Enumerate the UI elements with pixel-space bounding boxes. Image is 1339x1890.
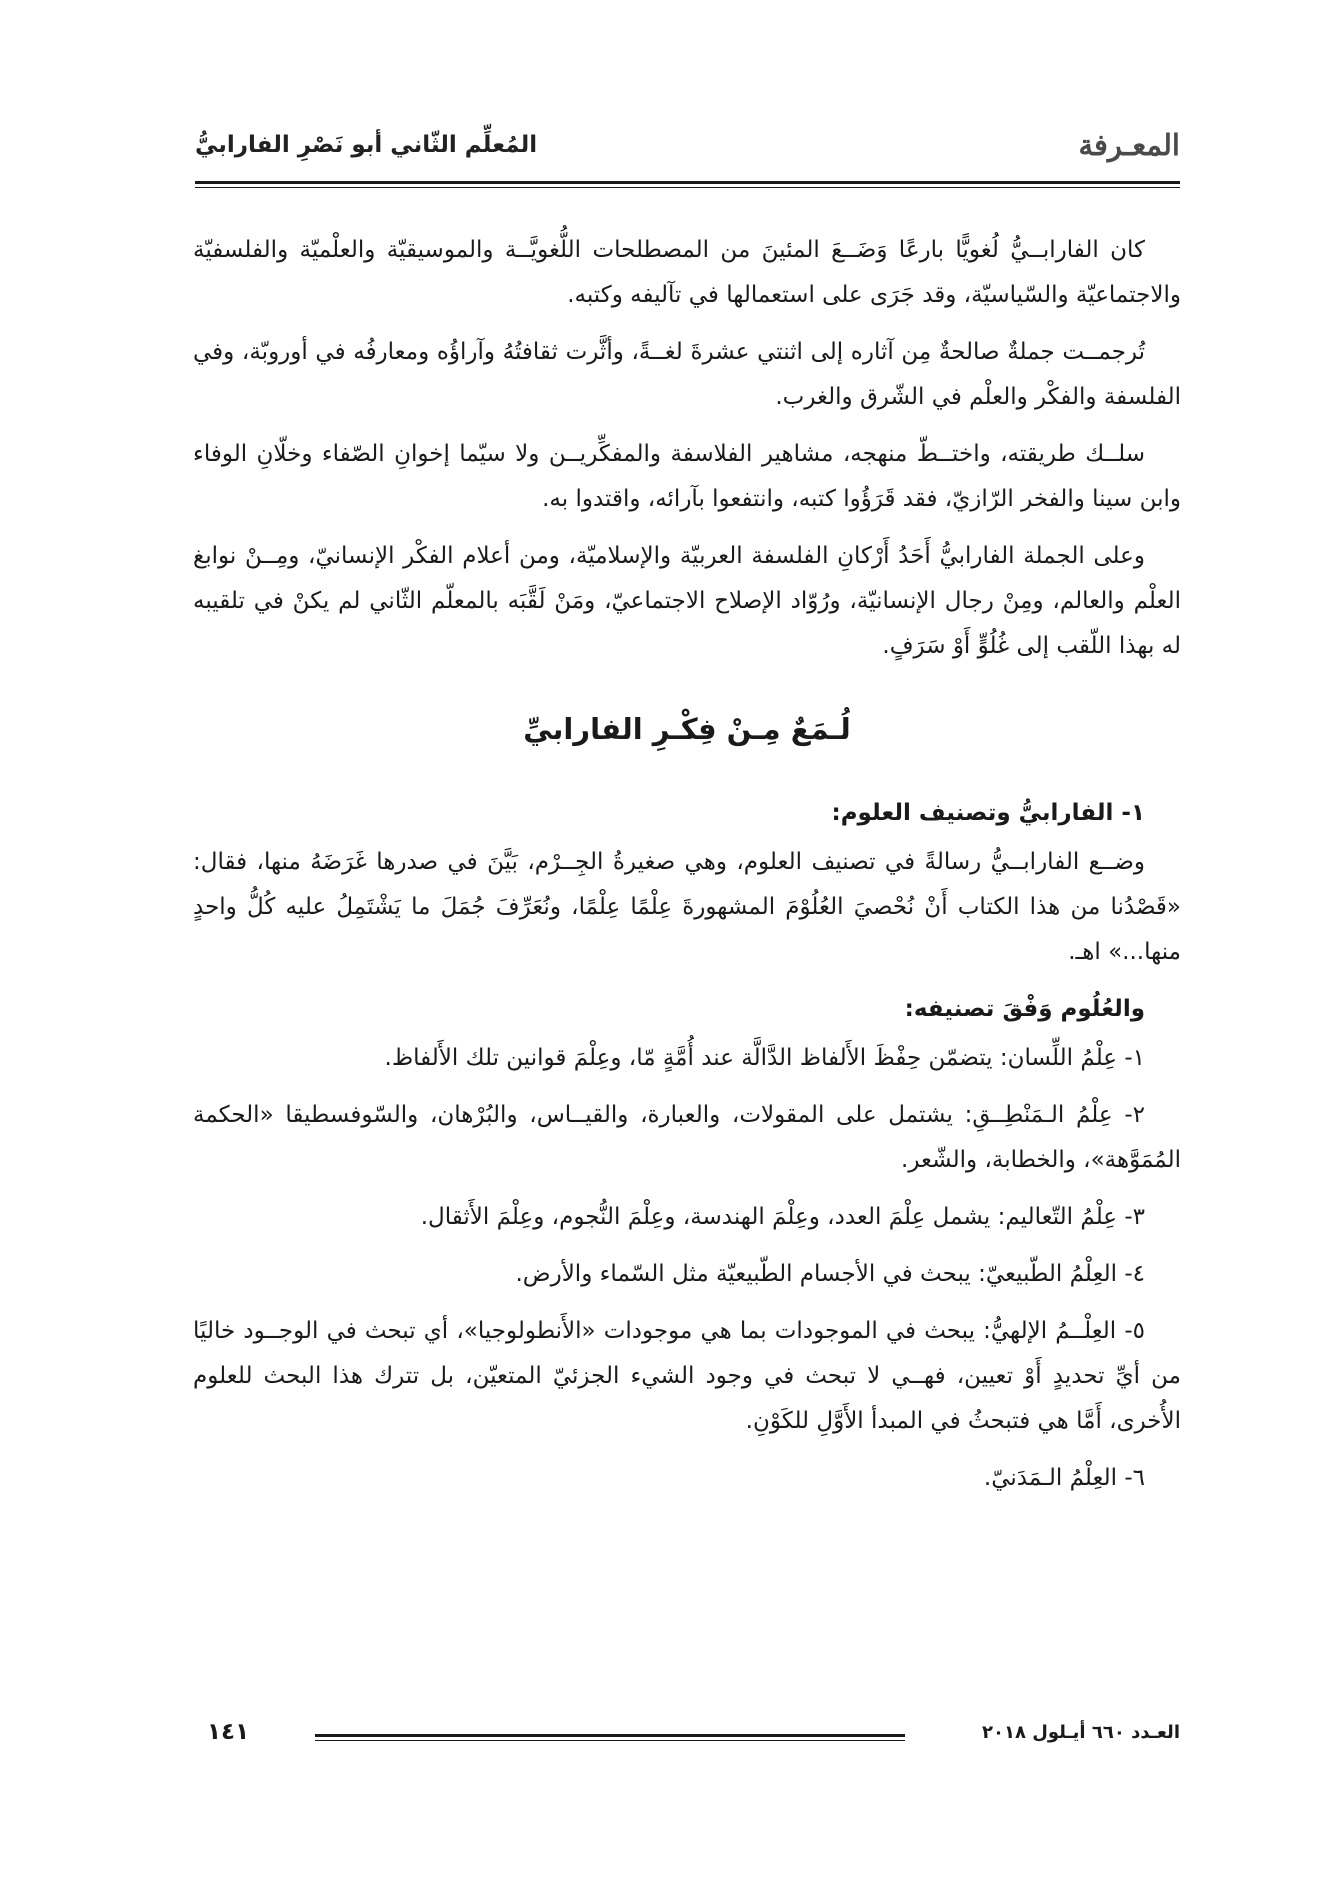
page-number: ١٤١ [207, 1719, 250, 1745]
header-rule-thin [195, 187, 1180, 188]
classification-heading: والعُلُوم وَفْقَ تصنيفه: [904, 996, 1145, 1022]
footer-rule [315, 1734, 905, 1737]
classification-item: ٥- العِلْــمُ الإلهيُّ: يبحث في الموجودات بما هي موجودات «الأَنطولوجيا»، أي تبحث في الوجــود خاليًا من أيِّ تحديدٍ أَوْ تعيين، فهــي لا تبحث في وجود الشيء الجزئيّ المتعيّن، بل تترك هذا البحث للعلوم الأُخرى، أَمَّا هي فتبحثُ في المبدأ الأَوَّلِ للكَوْنِ. [193, 1318, 1181, 1434]
header-rule [195, 181, 1180, 184]
section-title: لُـمَعٌ مِـنْ فِكْـرِ الفارابيِّ [523, 712, 851, 746]
article-body [193, 228, 1181, 1513]
classification-item: ٢- عِلْمُ الـمَنْطِــقِ: يشتمل على المقولات، والعبارة، والقيــاس، والبُرْهان، والسّوفسطيقا «الحكمة المُمَوَّهة»، والخطابة، والشّعر. [193, 1102, 1181, 1173]
subsection-heading: ١- الفارابيُّ وتصنيف العلوم: [831, 800, 1145, 826]
running-header [195, 128, 1180, 174]
running-title: المُعلِّم الثّاني أبو نَصْرِ الفارابيُّ [195, 132, 538, 158]
subsection-paragraph: وضــع الفارابــيُّ رسالةً في تصنيف العلوم، وهي صغيرةُ الجِــرْم، بَيَّنَ في صدرها غَرَضَهُ منها، فقال: «قَصْدُنا من هذا الكتاب أَنْ نُحْصيَ العُلُوْمَ المشهورةَ عِلْمًا عِلْمًا، ونُعَرِّفَ جُمَلَ ما يَشْتَمِلُ عليه كُلُّ واحدٍ منها...» اهـ. [193, 849, 1181, 965]
page-footer [195, 1719, 1180, 1762]
classification-item: ٣- عِلْمُ التّعاليم: يشمل عِلْمَ العدد، وعِلْمَ الهندسة، وعِلْمَ النُّجوم، وعِلْمَ الأَثقال. [420, 1204, 1145, 1230]
intro-paragraph: كان الفارابــيُّ لُغويًّا بارعًا وَضَــعَ المئينَ من المصطلحات اللُّغويَّــة والموسيقيّة والعلْميّة والفلسفيّة والاجتماعيّة والسّياسيّة، وقد جَرَى على استعمالها في تآليفه وكتبه. [193, 237, 1181, 308]
issue-label: العـدد ٦٦٠ أيـلول ٢٠١٨ [982, 1722, 1180, 1743]
journal-logo: المعـرفة [1078, 128, 1180, 162]
footer-rule-thin [315, 1740, 905, 1741]
intro-paragraph: سلــك طريقته، واختــطّ منهجه، مشاهير الفلاسفة والمفكِّريــن ولا سيّما إخوانِ الصّفاء وخلّانِ الوفاء وابن سينا والفخر الرّازيّ، فقد قَرَؤُوا كتبه، وانتفعوا بآرائه، واقتدوا به. [193, 441, 1181, 512]
intro-paragraph: وعلى الجملة الفارابيُّ أَحَدُ أَرْكانِ الفلسفة العربيّة والإسلاميّة، ومن أعلام الفكْر الإنسانيّ، ومِــنْ نوابغ العلْم والعالم، ومِنْ رجال الإنسانيّة، ورُوّاد الإصلاح الاجتماعيّ، ومَنْ لَقَّبَه بالمعلّم الثّاني لم يكنْ في تلقيبه له بهذا اللّقب إلى غُلُوٍّ أَوْ سَرَفٍ. [193, 543, 1181, 659]
intro-paragraph: تُرجمــت جملةٌ صالحةٌ مِن آثاره إلى اثنتي عشرةَ لغــةً، وأثَّرت ثقافتُهُ وآراؤُه ومعارفُه في أوروبّة، وفي الفلسفة والفكْر والعلْم في الشّرق والغرب. [193, 339, 1181, 410]
classification-item: ٦- العِلْمُ الـمَدَنيّ. [983, 1465, 1145, 1491]
classification-item: ١- عِلْمُ اللِّسان: يتضمّن حِفْظَ الأَلفاظ الدَّالَّة عند أُمَّةٍ مّا، وعِلْمَ قوانين تلك الأَلفاظ. [384, 1045, 1145, 1071]
classification-item: ٤- العِلْمُ الطّبيعيّ: يبحث في الأجسام الطّبيعيّة مثل السّماء والأرض. [515, 1261, 1145, 1287]
